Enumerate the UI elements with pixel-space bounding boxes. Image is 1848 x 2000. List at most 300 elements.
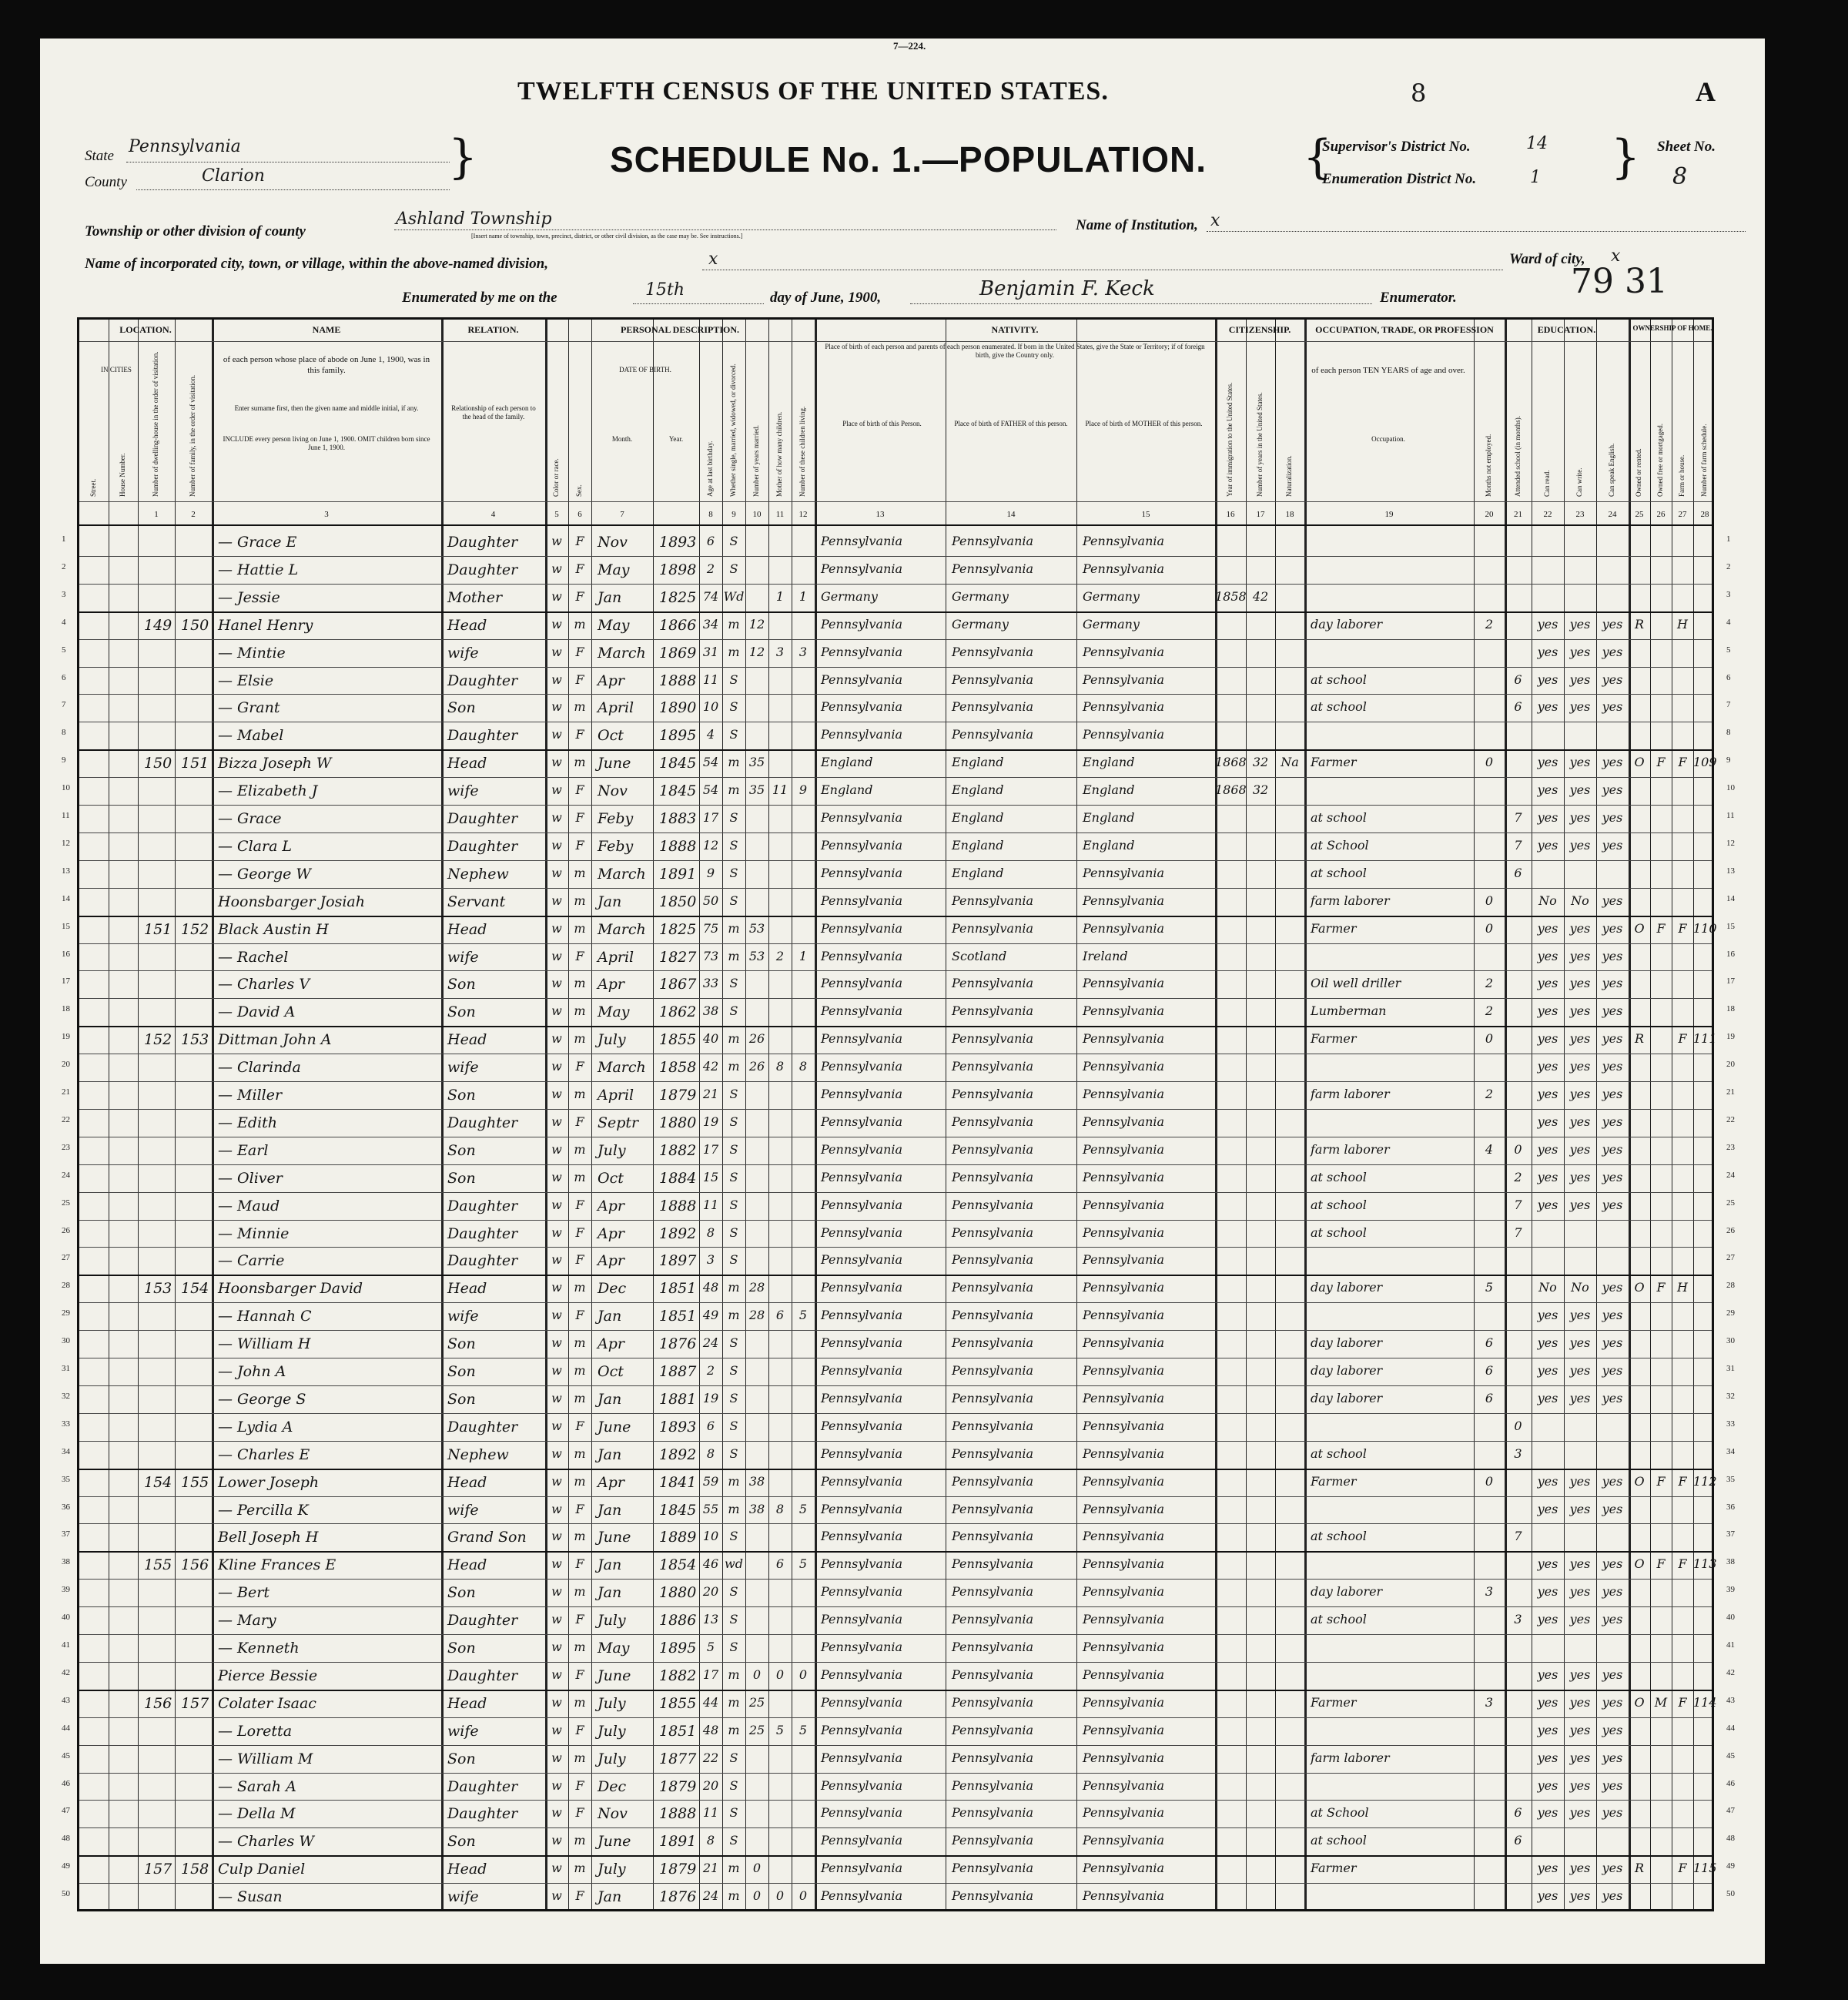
cell-fh: H bbox=[1677, 616, 1688, 631]
group-name: NAME bbox=[312, 324, 341, 335]
cell-cl: 5 bbox=[798, 1556, 808, 1572]
cell-bf: Pennsylvania bbox=[952, 1667, 1034, 1682]
month-head: Month. bbox=[611, 435, 633, 443]
cell-m: June bbox=[598, 1833, 631, 1851]
cell-occ: Farmer bbox=[1311, 1473, 1357, 1489]
column-rule bbox=[175, 320, 176, 1909]
cell-rel: Daughter bbox=[447, 561, 518, 578]
cell-bp: England bbox=[821, 782, 873, 798]
cell-a: 17 bbox=[702, 810, 719, 825]
cell-rel: Nephew bbox=[447, 1446, 509, 1463]
cell-bp: Pennsylvania bbox=[821, 920, 903, 936]
cell-rel: wife bbox=[447, 644, 479, 662]
line-number-left: 14 bbox=[62, 893, 70, 903]
cell-y: 1867 bbox=[659, 976, 697, 993]
line-number-left: 21 bbox=[62, 1087, 70, 1097]
cell-bm: Pennsylvania bbox=[1083, 644, 1165, 659]
cell-own: O bbox=[1634, 1473, 1645, 1489]
cell-rd: yes bbox=[1537, 1059, 1558, 1074]
cell-mne: 2 bbox=[1485, 976, 1494, 991]
column-number: 24 bbox=[1608, 510, 1617, 519]
cell-name: — Edith bbox=[218, 1114, 278, 1131]
cell-ms: S bbox=[729, 1612, 738, 1627]
cell-s: m bbox=[574, 699, 586, 715]
cell-ms: S bbox=[729, 1087, 738, 1101]
cell-y: 1883 bbox=[659, 810, 697, 827]
cell-bf: Pennsylvania bbox=[952, 1722, 1034, 1737]
cell-en: yes bbox=[1602, 1363, 1623, 1378]
cell-bm: Pennsylvania bbox=[1083, 893, 1165, 908]
line-number-left: 6 bbox=[62, 672, 66, 682]
row-rule bbox=[79, 584, 1712, 585]
row-rule bbox=[79, 1745, 1712, 1746]
cell-bm: Ireland bbox=[1083, 948, 1128, 963]
cell-en: yes bbox=[1602, 1335, 1623, 1351]
row-rule bbox=[79, 749, 1712, 751]
line-number-left: 1 bbox=[62, 534, 66, 544]
cell-en: yes bbox=[1602, 810, 1623, 825]
vertical-header: House Number. bbox=[119, 453, 126, 497]
cell-bf: Pennsylvania bbox=[952, 920, 1034, 936]
vertical-header: Whether single, married, widowed, or divorced. bbox=[729, 363, 737, 497]
cell-en: yes bbox=[1602, 1612, 1623, 1627]
cell-bm: Pennsylvania bbox=[1083, 865, 1165, 880]
line-number: 12 bbox=[1726, 838, 1735, 848]
cell-bm: Pennsylvania bbox=[1083, 1612, 1165, 1627]
cell-c: w bbox=[551, 1750, 562, 1765]
cell-bf: Pennsylvania bbox=[952, 1501, 1034, 1516]
cell-bm: Pennsylvania bbox=[1083, 1224, 1165, 1240]
cell-m: May bbox=[598, 561, 630, 578]
cell-wr: yes bbox=[1569, 1141, 1591, 1157]
cell-mne: 0 bbox=[1485, 920, 1494, 936]
occupation-head: Occupation. bbox=[1371, 435, 1405, 443]
cell-rel: Servant bbox=[447, 893, 506, 910]
cell-s: m bbox=[574, 1529, 586, 1544]
cell-ym: 25 bbox=[748, 1722, 765, 1737]
cell-a: 9 bbox=[706, 865, 715, 880]
row-rule bbox=[79, 1606, 1712, 1607]
line-number: 17 bbox=[1726, 977, 1735, 987]
cell-farm: 114 bbox=[1693, 1694, 1717, 1710]
cell-bm: Pennsylvania bbox=[1083, 1694, 1165, 1710]
cell-en: yes bbox=[1602, 1059, 1623, 1074]
row-rule bbox=[79, 1330, 1712, 1331]
cell-bf: Germany bbox=[952, 588, 1009, 604]
row-rule bbox=[79, 805, 1712, 806]
cell-a: 8 bbox=[706, 1833, 715, 1848]
enumerator-name: Benjamin F. Keck bbox=[979, 277, 1155, 300]
vertical-header: Owned free or mortgaged. bbox=[1656, 424, 1664, 497]
line-number-left: 25 bbox=[62, 1198, 70, 1208]
cell-bf: Pennsylvania bbox=[952, 1640, 1034, 1654]
vertical-header: Naturalization. bbox=[1285, 455, 1293, 497]
group-location: LOCATION. bbox=[119, 324, 172, 335]
group-personal: PERSONAL DESCRIPTION. bbox=[620, 324, 740, 335]
cell-rel: wife bbox=[447, 1501, 479, 1519]
cell-y: 1880 bbox=[659, 1114, 697, 1131]
cell-y: 1855 bbox=[659, 1031, 697, 1049]
cell-bm: Pennsylvania bbox=[1083, 1087, 1165, 1101]
cell-y: 1869 bbox=[659, 644, 697, 662]
cell-bf: England bbox=[952, 810, 1004, 825]
cell-en: yes bbox=[1602, 948, 1623, 963]
cell-wr: yes bbox=[1569, 948, 1591, 963]
column-rule bbox=[1246, 320, 1247, 1909]
cell-m: Apr bbox=[598, 672, 624, 689]
cell-rd: yes bbox=[1537, 1501, 1558, 1516]
cell-farm: 113 bbox=[1693, 1556, 1717, 1572]
row-rule bbox=[79, 998, 1712, 999]
cell-a: 11 bbox=[702, 1805, 719, 1821]
township-value: Ashland Township bbox=[396, 209, 552, 229]
cell-name: — Kenneth bbox=[218, 1640, 300, 1657]
cell-y: 1858 bbox=[659, 1059, 697, 1077]
cell-d: 153 bbox=[144, 1280, 172, 1298]
cell-rd: yes bbox=[1537, 837, 1558, 853]
line-number-left: 28 bbox=[62, 1281, 70, 1291]
column-number: 15 bbox=[1141, 510, 1150, 519]
cell-sch: 6 bbox=[1514, 672, 1522, 687]
cell-bf: Pennsylvania bbox=[952, 1003, 1034, 1019]
cell-rel: Head bbox=[447, 755, 487, 772]
cell-rel: Daughter bbox=[447, 810, 518, 827]
cell-name: Hoonsbarger Josiah bbox=[218, 893, 365, 910]
cell-ms: S bbox=[729, 1529, 738, 1544]
cell-ms: m bbox=[728, 1861, 740, 1876]
cell-f: 156 bbox=[181, 1556, 209, 1574]
cell-m: March bbox=[598, 920, 646, 938]
cell-s: F bbox=[575, 1224, 584, 1240]
cell-occ: Farmer bbox=[1311, 920, 1357, 936]
line-number: 10 bbox=[1726, 783, 1735, 793]
column-rule bbox=[138, 320, 139, 1909]
cell-rel: Head bbox=[447, 616, 487, 634]
line-number-left: 39 bbox=[62, 1585, 70, 1595]
cell-occ: at school bbox=[1311, 1529, 1367, 1544]
cell-rd: yes bbox=[1537, 1777, 1558, 1793]
cell-bp: England bbox=[821, 755, 873, 770]
sheet-no: 8 bbox=[1672, 163, 1688, 190]
cell-ym: 35 bbox=[748, 782, 765, 798]
column-number: 4 bbox=[490, 510, 496, 519]
cell-ym: 28 bbox=[748, 1280, 765, 1295]
cell-y: 1854 bbox=[659, 1556, 697, 1574]
cell-bm: Pennsylvania bbox=[1083, 1169, 1165, 1184]
cell-a: 44 bbox=[702, 1694, 719, 1710]
cell-wr: yes bbox=[1569, 1861, 1591, 1876]
vertical-header: Number of dwelling-house in the order of visitation. bbox=[152, 351, 159, 497]
cell-name: — Grant bbox=[218, 699, 280, 717]
column-number: 25 bbox=[1635, 510, 1644, 519]
cell-occ: day laborer bbox=[1311, 616, 1383, 631]
cell-a: 73 bbox=[702, 948, 719, 963]
cell-c: w bbox=[551, 1640, 562, 1654]
cell-occ: Farmer bbox=[1311, 755, 1357, 770]
cell-bp: Pennsylvania bbox=[821, 1777, 903, 1793]
row-rule bbox=[79, 1855, 1712, 1857]
relation-description: Relationship of each person to the head of the family. bbox=[451, 404, 536, 420]
line-number: 6 bbox=[1726, 672, 1731, 682]
cell-ms: S bbox=[729, 672, 738, 687]
cell-a: 11 bbox=[702, 672, 719, 687]
cell-s: F bbox=[575, 1197, 584, 1212]
column-rule bbox=[1650, 320, 1651, 1909]
cell-a: 74 bbox=[702, 588, 719, 604]
cell-bm: Pennsylvania bbox=[1083, 976, 1165, 991]
line-number: 36 bbox=[1726, 1502, 1735, 1512]
cell-y: 1893 bbox=[659, 1418, 697, 1436]
cell-s: F bbox=[575, 1308, 584, 1323]
cell-ym: 0 bbox=[752, 1861, 762, 1876]
cell-y: 1891 bbox=[659, 1833, 697, 1851]
line-number: 40 bbox=[1726, 1613, 1735, 1623]
date-of-birth-head: DATE OF BIRTH. bbox=[619, 366, 671, 374]
cell-m: May bbox=[598, 616, 630, 634]
cell-s: m bbox=[574, 755, 586, 770]
line-number-left: 19 bbox=[62, 1032, 70, 1042]
cell-y: 1895 bbox=[659, 727, 697, 745]
cell-s: F bbox=[575, 1888, 584, 1904]
line-number: 8 bbox=[1726, 728, 1731, 738]
line-number: 18 bbox=[1726, 1004, 1735, 1014]
name-description: of each person whose place of abode on June 1, 1900, was in this family. bbox=[223, 355, 430, 375]
cell-bm: Pennsylvania bbox=[1083, 1888, 1165, 1904]
line-number-left: 31 bbox=[62, 1364, 70, 1373]
cell-bp: Pennsylvania bbox=[821, 1280, 903, 1295]
line-number-left: 17 bbox=[62, 977, 70, 987]
cell-name: — Charles V bbox=[218, 976, 310, 993]
cell-sch: 2 bbox=[1514, 1169, 1522, 1184]
cell-s: F bbox=[575, 810, 584, 825]
cell-s: m bbox=[574, 893, 586, 908]
cell-ms: m bbox=[728, 755, 740, 770]
line-number: 45 bbox=[1726, 1750, 1735, 1760]
line-number-left: 29 bbox=[62, 1308, 70, 1318]
cell-bf: Pennsylvania bbox=[952, 1280, 1034, 1295]
group-citizenship: CITIZENSHIP. bbox=[1228, 324, 1291, 335]
cell-wr: yes bbox=[1569, 1169, 1591, 1184]
row-rule bbox=[79, 860, 1712, 861]
cell-bf: Pennsylvania bbox=[952, 976, 1034, 991]
cell-a: 19 bbox=[702, 1114, 719, 1129]
cell-rd: yes bbox=[1537, 1390, 1558, 1405]
cell-en: yes bbox=[1602, 1888, 1623, 1904]
cell-occ: farm laborer bbox=[1311, 893, 1390, 908]
cell-yu: 42 bbox=[1252, 588, 1269, 604]
cell-bf: Pennsylvania bbox=[952, 672, 1034, 687]
cell-en: yes bbox=[1602, 1197, 1623, 1212]
cell-wr: yes bbox=[1569, 1197, 1591, 1212]
cell-wr: yes bbox=[1569, 920, 1591, 936]
cell-wr: yes bbox=[1569, 1003, 1591, 1019]
cell-name: Black Austin H bbox=[218, 920, 329, 938]
cell-mc: 5 bbox=[775, 1722, 785, 1737]
cell-bf: Pennsylvania bbox=[952, 1694, 1034, 1710]
line-number-left: 26 bbox=[62, 1225, 70, 1235]
township-label: Township or other division of county bbox=[85, 223, 306, 240]
cell-own: O bbox=[1634, 920, 1645, 936]
cell-ym: 0 bbox=[752, 1888, 762, 1904]
cell-en: yes bbox=[1602, 837, 1623, 853]
cell-name: — Carrie bbox=[218, 1252, 285, 1270]
cell-mne: 0 bbox=[1485, 893, 1494, 908]
cell-bf: Pennsylvania bbox=[952, 1335, 1034, 1351]
column-number: 14 bbox=[1006, 510, 1016, 519]
cell-rel: Son bbox=[447, 1833, 476, 1851]
institution-value: x bbox=[1210, 211, 1220, 230]
cell-wr: yes bbox=[1569, 1501, 1591, 1516]
cell-a: 46 bbox=[702, 1556, 719, 1572]
cell-y: 1851 bbox=[659, 1280, 697, 1298]
cell-bp: Pennsylvania bbox=[821, 865, 903, 880]
cell-m: June bbox=[598, 755, 631, 772]
cell-bf: Pennsylvania bbox=[952, 1446, 1034, 1461]
column-number: 8 bbox=[708, 510, 713, 519]
cell-name: — Charles W bbox=[218, 1833, 314, 1851]
row-rule bbox=[79, 1469, 1712, 1470]
cell-s: F bbox=[575, 1418, 584, 1433]
cell-bm: England bbox=[1083, 782, 1135, 798]
census-title: TWELFTH CENSUS OF THE UNITED STATES. bbox=[517, 77, 1109, 106]
cell-bm: Pennsylvania bbox=[1083, 1280, 1165, 1295]
row-rule bbox=[79, 611, 1712, 613]
cell-bm: Pennsylvania bbox=[1083, 699, 1165, 715]
cell-wr: yes bbox=[1569, 976, 1591, 991]
cell-a: 17 bbox=[702, 1141, 719, 1157]
cell-en: yes bbox=[1602, 1501, 1623, 1516]
line-number-left: 23 bbox=[62, 1142, 70, 1152]
title-mark: 8 bbox=[1411, 79, 1427, 108]
cell-c: w bbox=[551, 1169, 562, 1184]
column-number: 13 bbox=[875, 510, 885, 519]
cell-rel: Daughter bbox=[447, 1114, 518, 1131]
cell-bm: Germany bbox=[1083, 616, 1140, 631]
vertical-header: Number of these children living. bbox=[798, 406, 806, 497]
cell-wr: yes bbox=[1569, 616, 1591, 631]
cell-name: — Lydia A bbox=[218, 1418, 293, 1436]
cell-wr: yes bbox=[1569, 1694, 1591, 1710]
cell-own: O bbox=[1634, 1280, 1645, 1295]
ward-value: x bbox=[1611, 246, 1621, 266]
cell-en: yes bbox=[1602, 1031, 1623, 1047]
cell-bm: England bbox=[1083, 810, 1135, 825]
cell-rel: wife bbox=[447, 948, 479, 966]
cell-rd: No bbox=[1538, 1280, 1557, 1295]
cell-name: — Della M bbox=[218, 1805, 296, 1823]
cell-bf: England bbox=[952, 865, 1004, 880]
cell-rd: yes bbox=[1537, 1667, 1558, 1682]
row-rule bbox=[79, 1496, 1712, 1497]
in-cities-head: IN CITIES bbox=[101, 366, 132, 374]
cell-a: 54 bbox=[702, 755, 719, 770]
line-number-left: 3 bbox=[62, 589, 66, 599]
vertical-header: Months not employed. bbox=[1485, 434, 1492, 497]
cell-y: 1877 bbox=[659, 1750, 697, 1767]
cell-sch: 7 bbox=[1514, 810, 1522, 825]
cell-name: — William H bbox=[218, 1335, 311, 1353]
vertical-header: Number of farm schedule. bbox=[1700, 424, 1708, 497]
cell-bm: Pennsylvania bbox=[1083, 534, 1165, 548]
cell-bf: England bbox=[952, 837, 1004, 853]
cell-occ: farm laborer bbox=[1311, 1141, 1390, 1157]
cell-en: yes bbox=[1602, 893, 1623, 908]
cell-rel: wife bbox=[447, 1308, 479, 1325]
cell-occ: at school bbox=[1311, 1169, 1367, 1184]
cell-wr: yes bbox=[1569, 672, 1591, 687]
cell-wr: yes bbox=[1569, 1777, 1591, 1793]
cell-ms: S bbox=[729, 810, 738, 825]
line-number-left: 24 bbox=[62, 1170, 70, 1180]
cell-mc: 8 bbox=[775, 1501, 785, 1516]
cell-ms: S bbox=[729, 1750, 738, 1765]
cell-bp: Pennsylvania bbox=[821, 644, 903, 659]
cell-ym: 26 bbox=[748, 1031, 765, 1047]
cell-bf: Pennsylvania bbox=[952, 1777, 1034, 1793]
cell-bp: Pennsylvania bbox=[821, 1694, 903, 1710]
cell-rel: Head bbox=[447, 1861, 487, 1878]
row-rule bbox=[79, 943, 1712, 944]
cell-c: w bbox=[551, 672, 562, 687]
cell-s: F bbox=[575, 1556, 584, 1572]
cell-bm: Pennsylvania bbox=[1083, 672, 1165, 687]
cell-wr: yes bbox=[1569, 1087, 1591, 1101]
cell-ms: S bbox=[729, 1003, 738, 1019]
cell-rel: Mother bbox=[447, 588, 503, 606]
cell-occ: at School bbox=[1311, 837, 1369, 853]
cell-rd: yes bbox=[1537, 644, 1558, 659]
cell-mc: 8 bbox=[775, 1059, 785, 1074]
cell-cl: 1 bbox=[798, 588, 808, 604]
cell-c: w bbox=[551, 1556, 562, 1572]
cell-ms: S bbox=[729, 1335, 738, 1351]
cell-c: w bbox=[551, 561, 562, 576]
cell-bp: Pennsylvania bbox=[821, 727, 903, 742]
cell-m: March bbox=[598, 644, 646, 662]
cell-rd: yes bbox=[1537, 1169, 1558, 1184]
cell-farm: 109 bbox=[1693, 755, 1717, 770]
cell-wr: yes bbox=[1569, 1031, 1591, 1047]
line-number-left: 15 bbox=[62, 921, 70, 931]
enumerated-label: Enumerated by me on the bbox=[402, 290, 557, 306]
cell-bm: Pennsylvania bbox=[1083, 1556, 1165, 1572]
cell-rel: Son bbox=[447, 1363, 476, 1380]
cell-wr: yes bbox=[1569, 1114, 1591, 1129]
cell-occ: day laborer bbox=[1311, 1335, 1383, 1351]
sheet-letter: A bbox=[1696, 76, 1716, 107]
cell-en: yes bbox=[1602, 644, 1623, 659]
cell-bf: Pennsylvania bbox=[952, 1529, 1034, 1544]
cell-rel: Daughter bbox=[447, 1418, 518, 1436]
cell-ym: 12 bbox=[748, 644, 765, 659]
cell-bf: Pennsylvania bbox=[952, 727, 1034, 742]
cell-bf: Pennsylvania bbox=[952, 1805, 1034, 1821]
line-number: 16 bbox=[1726, 949, 1735, 959]
cell-sch: 6 bbox=[1514, 1833, 1522, 1848]
cell-rd: yes bbox=[1537, 1612, 1558, 1627]
line-number: 5 bbox=[1726, 645, 1731, 655]
row-rule bbox=[79, 1026, 1712, 1027]
cell-en: yes bbox=[1602, 1169, 1623, 1184]
cell-y: 1881 bbox=[659, 1390, 697, 1408]
cell-rd: yes bbox=[1537, 1805, 1558, 1821]
cell-ms: S bbox=[729, 727, 738, 742]
cell-bm: Pennsylvania bbox=[1083, 1335, 1165, 1351]
cell-d: 150 bbox=[144, 755, 172, 772]
cell-rel: Head bbox=[447, 1031, 487, 1049]
cell-bp: Pennsylvania bbox=[821, 1529, 903, 1544]
cell-wr: yes bbox=[1569, 644, 1591, 659]
